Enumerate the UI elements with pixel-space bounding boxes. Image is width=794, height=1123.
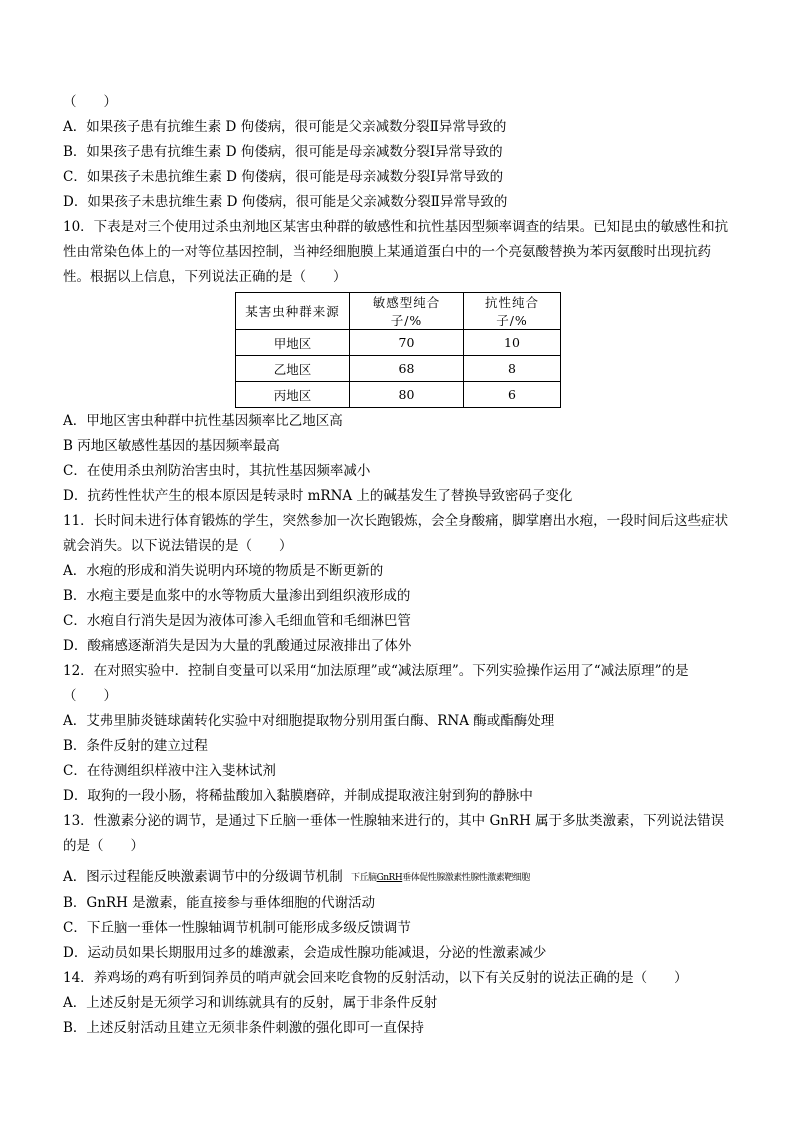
q13-option-a-text: A．图示过程能反映激素调节中的分级调节机制 [63, 869, 343, 885]
q11-option-a: A．水疱的形成和消失说明内环境的物质是不断更新的 [63, 563, 384, 579]
q11-option-d: D．酸痛感逐渐消失是因为大量的乳酸通过尿液排出了体外 [63, 638, 412, 654]
q11-option-c: C．水疱自行消失是因为液体可渗入毛细血管和毛细淋巴管 [63, 613, 411, 629]
q14-stem: 14．养鸡场的鸡有听到饲养员的哨声就会回来吃食物的反射活动，以下有关反射的说法正确的是（ ） [63, 970, 688, 986]
table-cell: 70 [350, 330, 464, 356]
q14-option-b: B．上述反射活动且建立无须非条件刺激的强化即可一直保持 [63, 1020, 424, 1036]
q13-option-c: C．下丘脑一垂体一性腺轴调节机制可能形成多级反馈调节 [63, 920, 411, 936]
q12-stem: 12．在对照实验中．控制自变量可以采用“加法原理”或“减法原理”。下列实验操作运用了“减法原理”的是（ ） [63, 663, 689, 704]
q13-option-d: D．运动员如果长期服用过多的雄激素，会造成性腺功能减退，分泌的性激素减少 [63, 945, 547, 961]
table-cell: 6 [464, 382, 561, 408]
q12-option-d: D．取狗的一段小肠，将稀盐酸加入黏膜磨碎，并制成提取液注射到狗的静脉中 [63, 788, 533, 804]
q12-option-c: C．在待测组织样液中注入斐林试剂 [63, 763, 276, 779]
table-row [236, 356, 561, 382]
table-cell: 8 [464, 356, 561, 382]
q9-option-d: D．如果孩子未患抗维生素 D 佝偻病，很可能是父亲减数分裂Ⅱ异常导致的 [63, 194, 508, 210]
table-row [236, 382, 561, 408]
q9-option-b: B．如果孩子患有抗维生素 D 佝偻病，很可能是母亲减数分裂Ⅰ异常导致的 [63, 144, 503, 160]
table-header-row [236, 293, 561, 330]
q10-table-container [63, 292, 733, 408]
q9-option-a: A．如果孩子患有抗维生素 D 佝偻病，很可能是父亲减数分裂Ⅱ异常导致的 [63, 119, 507, 135]
q13-stem: 13．性激素分泌的调节，是通过下丘脑一垂体一性腺轴来进行的，其中 GnRH 属于多肽类激素，下列说法错误的是（ ） [63, 813, 725, 854]
q12-option-b: B．条件反射的建立过程 [63, 738, 208, 754]
q12-option-a: A．艾弗里肺炎链球菌转化实验中对细胞提取物分别用蛋白酶、RNA 酶或酯酶处理 [63, 713, 555, 729]
q11-stem: 11．长时间未进行体育锻炼的学生，突然参加一次长跑锻炼，会全身酸痛，脚掌磨出水疱，一段时间后这些症状就会消失。以下说法错误的是（ ） [63, 513, 729, 554]
q9-option-c: C．如果孩子未患抗维生素 D 佝偻病，很可能是母亲减数分裂Ⅰ异常导致的 [63, 169, 504, 185]
q10-stem: 10．下表是对三个使用过杀虫剂地区某害虫种群的敏感性和抗性基因型频率调查的结果。已知昆虫的敏感性和抗性由常染色体上的一对等位基因控制，当神经细胞膜上某通道蛋白中的一个亮氨酸替换为苯丙氨酸时出现抗药性。根据以上信息，下列说法正确的是（ ） [63, 219, 729, 285]
table-row [236, 330, 561, 356]
table-cell: 乙地区 [236, 356, 350, 382]
q13-option-b: B．GnRH 是激素，能直接参与垂体细胞的代谢活动 [63, 895, 376, 911]
q10-option-a: A．甲地区害虫种群中抗性基因频率比乙地区高 [63, 413, 343, 429]
document-page [63, 90, 733, 1041]
q11-option-b: B．水疱主要是血浆中的水等物质大量渗出到组织液形成的 [63, 588, 411, 604]
diagram-gnrh: GnRH [376, 873, 403, 883]
q10-option-d: D．抗药性性状产生的根本原因是转录时 mRNA 上的碱基发生了替换导致密码子变化 [63, 488, 573, 504]
q14-option-a: A．上述反射是无须学习和训练就具有的反射，属于非条件反射 [63, 995, 438, 1011]
diagram-tail: 促性腺激素性腺性激素靶细胞 [419, 873, 530, 883]
table-cell: 10 [464, 330, 561, 356]
table-cell: 甲地区 [236, 330, 350, 356]
q13-option-a [63, 865, 733, 891]
q10-option-c: C．在使用杀虫剂防治害虫时，其抗性基因频率减小 [63, 463, 371, 479]
table-cell: 68 [350, 356, 464, 382]
table-header-source: 某害虫种群来源 [236, 293, 350, 330]
diagram-pituitary: 垂体 [402, 873, 420, 883]
q13-hormone-axis-diagram [351, 866, 530, 891]
q10-option-b: B 丙地区敏感性基因的基因频率最高 [63, 438, 280, 454]
table-header-resistant: 抗性纯合子/% [464, 293, 561, 330]
q9-answer-paren: （ ） [63, 94, 117, 110]
table-header-sensitive: 敏感型纯合子/% [350, 293, 464, 330]
q10-frequency-table [235, 292, 561, 408]
diagram-hypothalamus: 下丘脑 [351, 873, 377, 883]
table-cell: 丙地区 [236, 382, 350, 408]
table-cell: 80 [350, 382, 464, 408]
